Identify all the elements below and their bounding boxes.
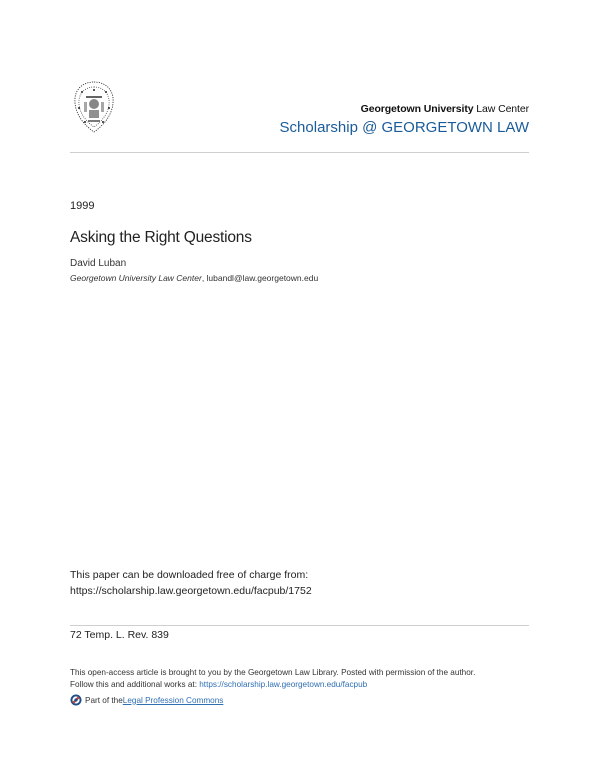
citation-divider: [70, 625, 529, 626]
author-affiliation: [70, 273, 318, 283]
part-of-prefix: Part of the: [85, 695, 123, 705]
follow-works-prefix: Follow this and additional works at:: [70, 680, 200, 689]
citation: 72 Temp. L. Rev. 839: [70, 629, 169, 641]
paper-title: Asking the Right Questions: [70, 229, 252, 246]
legal-profession-commons-link[interactable]: Legal Profession Commons: [122, 695, 224, 705]
institution-name: [361, 103, 529, 115]
repository-link[interactable]: Scholarship @ GEORGETOWN LAW: [279, 119, 529, 136]
follow-works-link[interactable]: https://scholarship.law.georgetown.edu/facpub: [199, 680, 368, 689]
creative-commons-icon: [70, 694, 82, 706]
institution-name-rest: Law Center: [473, 103, 529, 115]
publication-year: 1999: [70, 200, 95, 212]
follow-works-line: [70, 680, 367, 689]
part-of-line: [70, 694, 223, 706]
download-url[interactable]: https://scholarship.law.georgetown.edu/facpub/1752: [70, 585, 312, 597]
download-notice: This paper can be downloaded free of charge from:: [70, 569, 309, 581]
affiliation-name: Georgetown University Law Center: [70, 273, 202, 283]
georgetown-seal-icon: [70, 78, 118, 136]
institution-name-bold: Georgetown University: [360, 103, 474, 115]
header-divider: [70, 152, 529, 153]
author-email: , lubandl@law.georgetown.edu: [201, 273, 319, 283]
author-name: David Luban: [70, 258, 127, 269]
open-access-notice: This open-access article is brought to you by the Georgetown Law Library. Posted with permission of the author.: [70, 668, 476, 677]
